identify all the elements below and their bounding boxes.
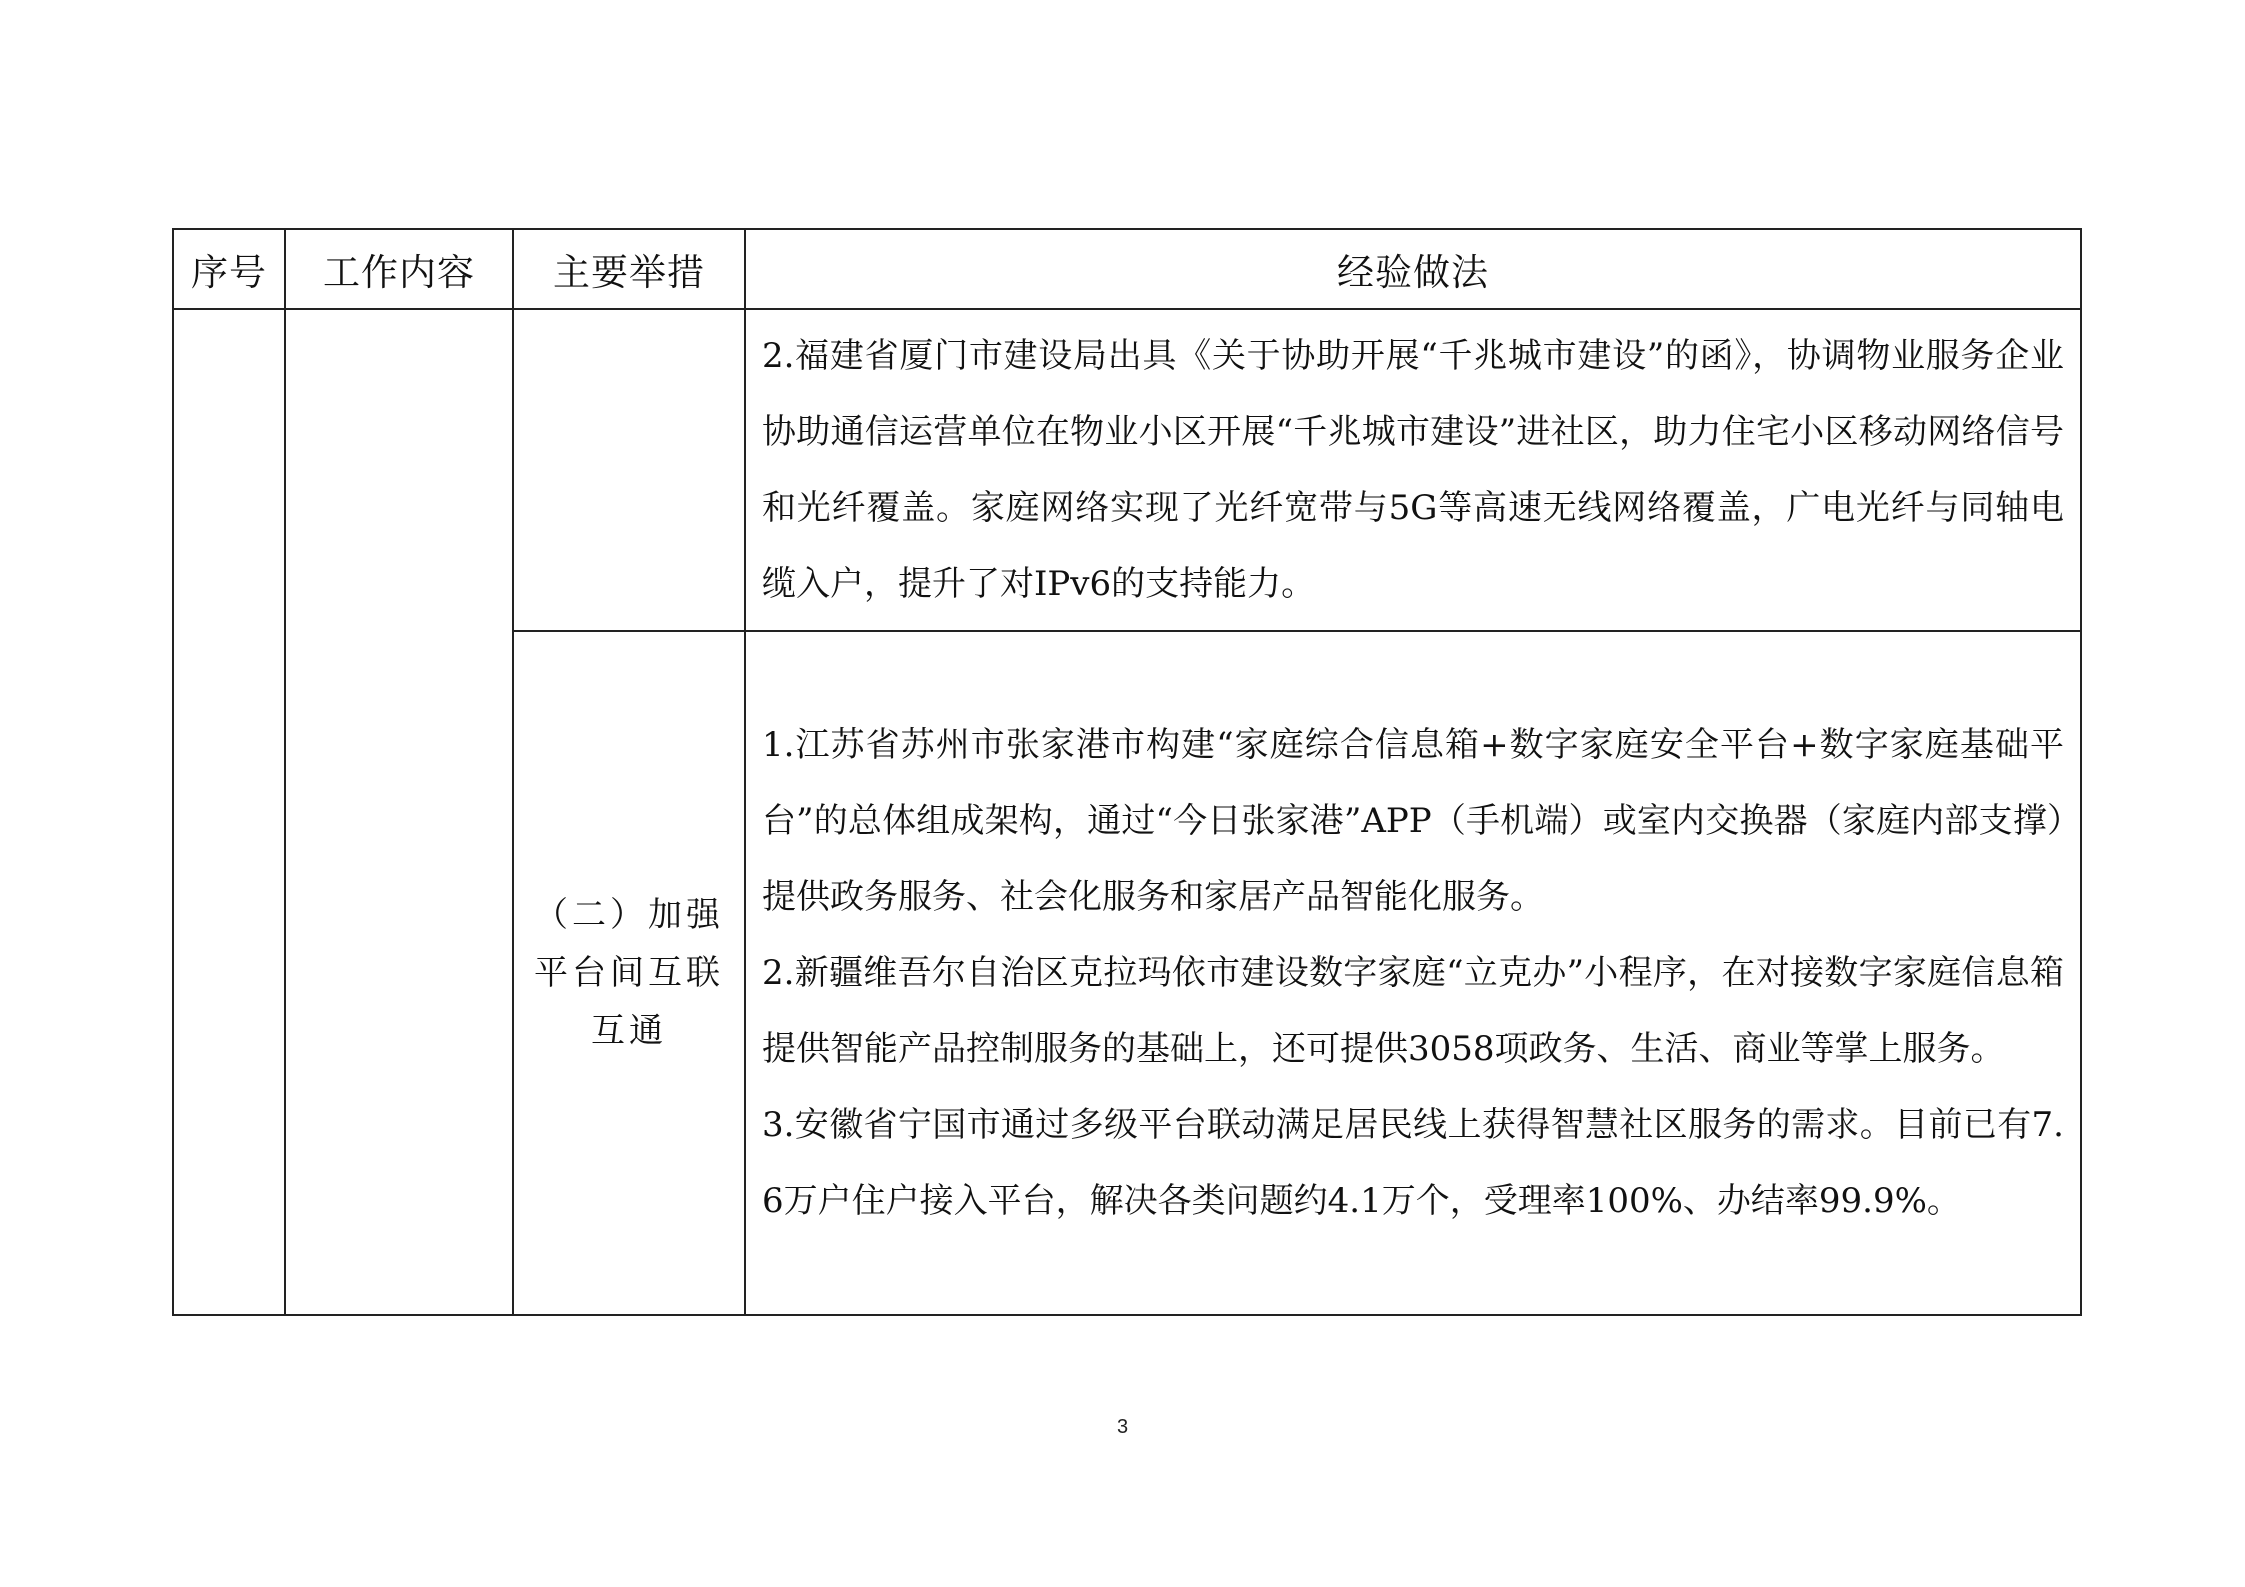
page-number: 3 <box>1116 1416 1129 1438</box>
measure-cell: （二）加强平台间互联互通 <box>513 631 745 1315</box>
practice-item: 3.安徽省宁国市通过多级平台联动满足居民线上获得智慧社区服务的需求。目前已有7.6万户住户接入平台，解决各类问题约4.1万个，受理率100%、办结率99.9%。 <box>762 1105 2064 1221</box>
seq-cell <box>173 309 285 1315</box>
header-work-content: 工作内容 <box>285 229 513 309</box>
practice-cell <box>745 631 2081 1315</box>
header-main-measures: 主要举措 <box>513 229 745 309</box>
work-content-cell <box>285 309 513 1315</box>
practice-item: 1.江苏省苏州市张家港市构建“家庭综合信息箱+数字家庭安全平台+数字家庭基础平台”的总体组成架构，通过“今日张家港”APP（手机端）或室内交换器（家庭内部支撑）提供政务服务、社会化服务和家居产品智能化服务。 <box>762 725 2064 917</box>
practice-cell <box>745 309 2081 631</box>
practice-item: 2.福建省厦门市建设局出具《关于协助开展“千兆城市建设”的函》，协调物业服务企业协助通信运营单位在物业小区开展“千兆城市建设”进社区，助力住宅小区移动网络信号和光纤覆盖。家庭网络实现了光纤宽带与5G等高速无线网络覆盖，广电光纤与同轴电缆入户，提升了对IPv6的支持能力。 <box>762 336 2064 604</box>
measure-cell <box>513 309 745 631</box>
measures-table <box>172 228 2082 1316</box>
header-experience-practices: 经验做法 <box>745 229 2081 309</box>
table-header-row <box>173 229 2081 309</box>
header-seq: 序号 <box>173 229 285 309</box>
table-row <box>173 309 2081 631</box>
practice-item: 2.新疆维吾尔自治区克拉玛依市建设数字家庭“立克办”小程序，在对接数字家庭信息箱提供智能产品控制服务的基础上，还可提供3058项政务、生活、商业等掌上服务。 <box>762 953 2064 1069</box>
